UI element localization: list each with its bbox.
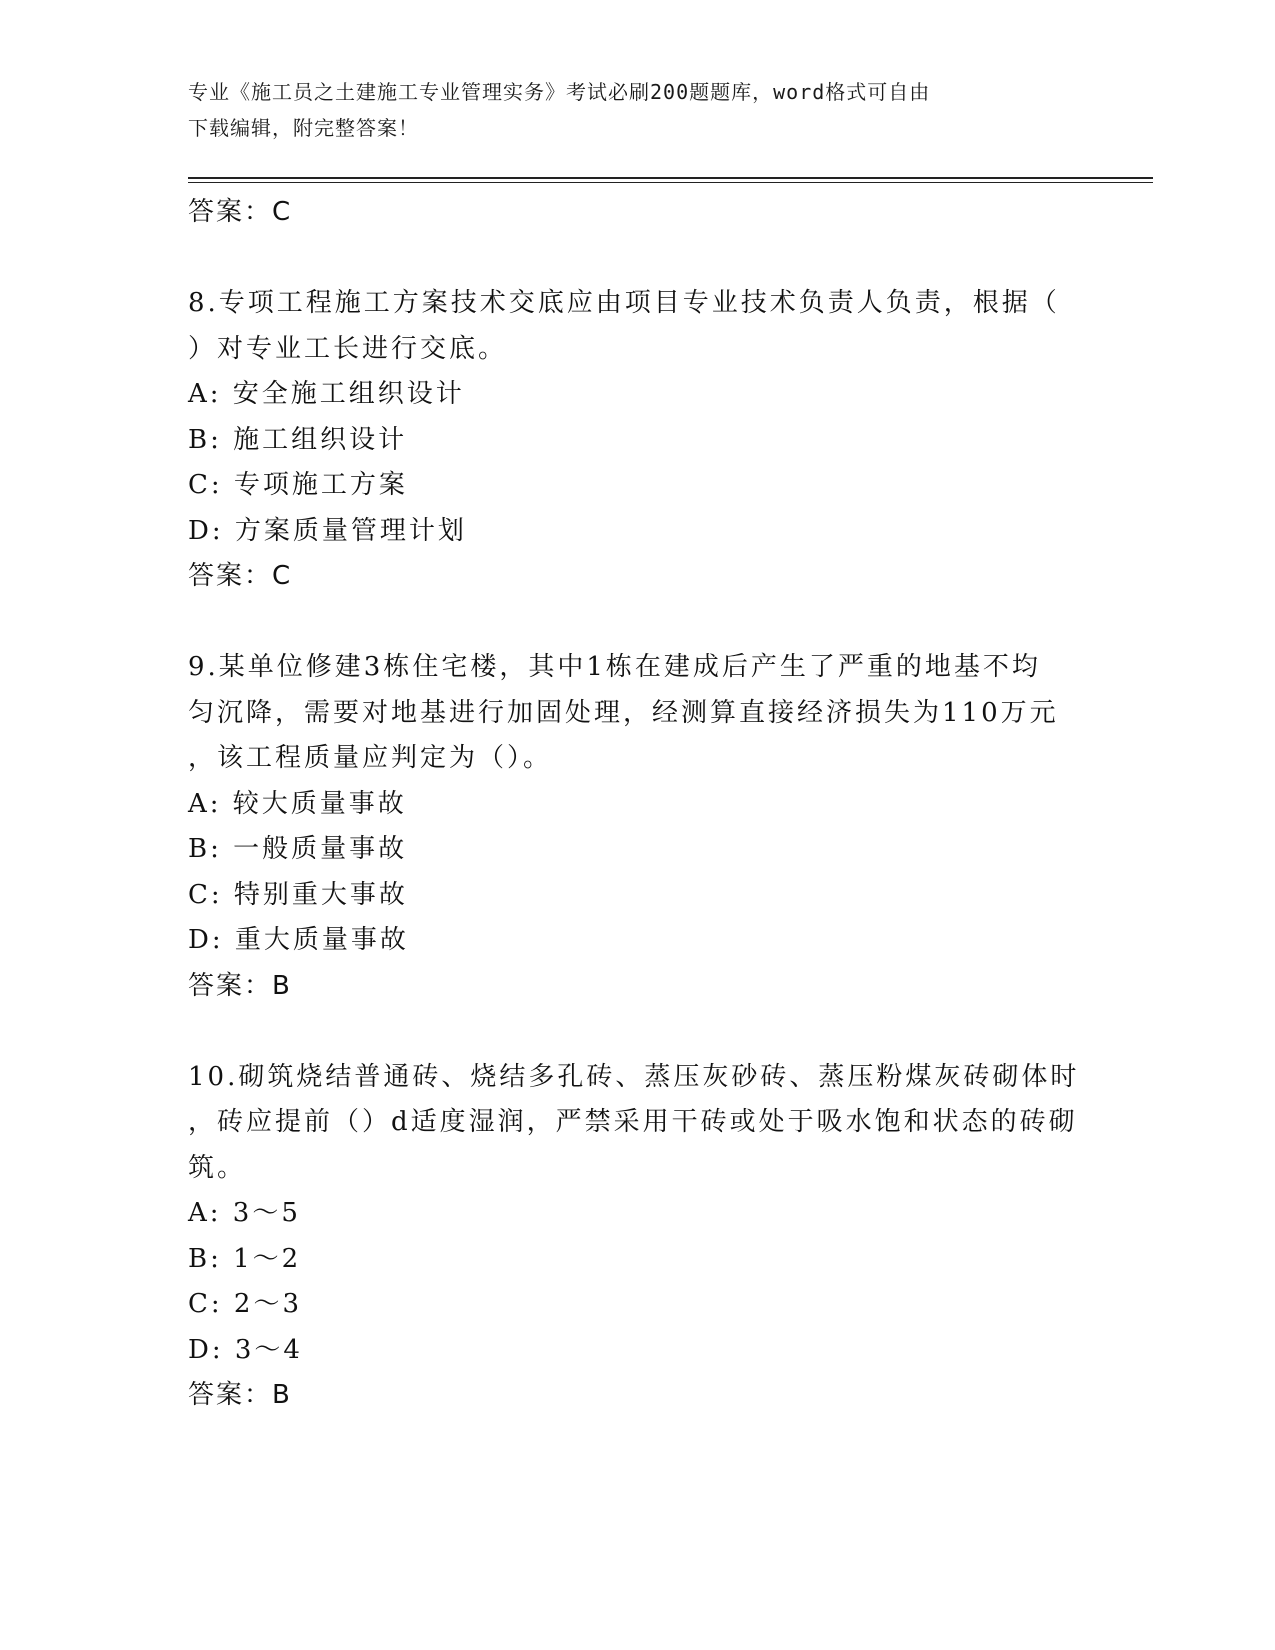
- option-d: D: 方案质量管理计划: [188, 515, 467, 546]
- question-text: ，该工程质量应判定为（）。: [188, 743, 553, 773]
- option-c: C: 特别重大事故: [188, 879, 408, 910]
- question-text: ）对专业工长进行交底。: [188, 333, 508, 364]
- answer-line: 答案：B: [188, 970, 292, 1001]
- answer-line: 答案：B: [188, 1380, 292, 1410]
- spacer: [188, 1009, 1088, 1055]
- spacer: [188, 236, 1088, 282]
- spacer: [188, 600, 1088, 646]
- option-a: A: 较大质量事故: [188, 788, 407, 819]
- question-text: 10.砌筑烧结普通砖、烧结多孔砖、蒸压灰砂砖、蒸压粉煤灰砖砌体时: [188, 1061, 1080, 1092]
- question-block: [188, 1055, 1088, 1419]
- option-c: C: 2～3: [188, 1289, 303, 1319]
- option-a: A: 3～5: [188, 1198, 301, 1228]
- answer-line: 答案：C: [188, 197, 293, 227]
- question-text: 9.某单位修建3栋住宅楼，其中1栋在建成后产生了严重的地基不均: [188, 652, 1041, 682]
- header-line: 专业《施工员之土建施工专业管理实务》考试必刷200题题库，word格式可自由: [188, 80, 931, 104]
- question-block: [188, 645, 1088, 1009]
- option-b: B: 施工组织设计: [188, 424, 408, 455]
- option-a: A: 安全施工组织设计: [188, 379, 465, 409]
- option-d: D: 3～4: [188, 1334, 303, 1365]
- option-c: C: 专项施工方案: [188, 470, 408, 500]
- page-header: [188, 74, 1088, 146]
- option-b: B: 一般质量事故: [188, 834, 408, 864]
- question-text: ，砖应提前（）d适度湿润，严禁采用干砖或处于吸水饱和状态的砖砌: [188, 1107, 1078, 1137]
- option-d: D: 重大质量事故: [188, 925, 409, 955]
- question-text: 8.专项工程施工方案技术交底应由项目专业技术负责人负责，根据（: [188, 288, 1060, 318]
- header-divider: [188, 177, 1153, 179]
- answer-line: 答案：C: [188, 561, 293, 591]
- header-line: 下载编辑，附完整答案！: [188, 116, 419, 140]
- option-b: B: 1～2: [188, 1243, 302, 1274]
- question-list: [188, 190, 1088, 1419]
- question-text: 匀沉降，需要对地基进行加固处理，经测算直接经济损失为110万元: [188, 697, 1059, 728]
- question-block: [188, 281, 1088, 600]
- question-text: 筑。: [188, 1152, 247, 1183]
- header-divider-thin: [188, 182, 1153, 183]
